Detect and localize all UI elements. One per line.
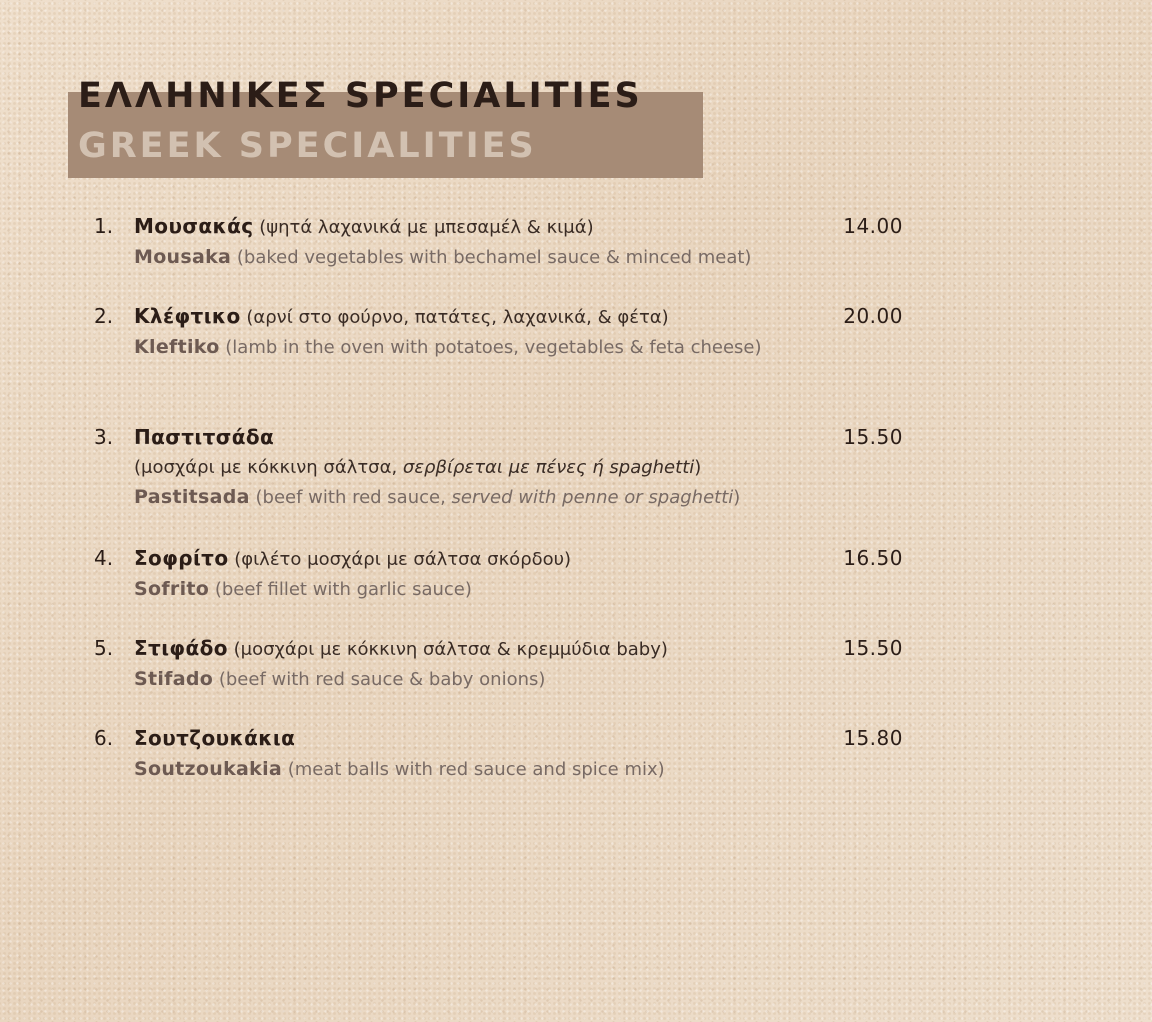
- item-body: [134, 633, 824, 694]
- item-greek-line: [134, 422, 824, 453]
- item-body: [134, 422, 824, 512]
- item-name-english: Pastitsada: [134, 486, 250, 508]
- item-desc-greek-close: ): [694, 457, 702, 478]
- item-english-line: [134, 575, 824, 604]
- item-name-english: Kleftiko: [134, 336, 220, 358]
- item-name-english: Stifado: [134, 668, 214, 690]
- item-desc-english-plain: (beef with red sauce,: [249, 487, 452, 508]
- item-price: 15.50: [843, 425, 903, 449]
- title-english: GREEK SPECIALITIES: [78, 126, 537, 166]
- item-price: 15.80: [843, 726, 903, 750]
- item-greek-line: [134, 723, 824, 755]
- item-english-line: [134, 243, 824, 272]
- item-greek-line: [134, 211, 824, 243]
- item-desc-english: (beef fillet with garlic sauce): [209, 579, 472, 600]
- item-number: 2.: [94, 304, 114, 328]
- item-desc-greek: (φιλέτο μοσχάρι με σάλτσα σκόρδου): [228, 549, 572, 570]
- item-price: 20.00: [843, 304, 903, 328]
- item-desc-greek: (μοσχάρι με κόκκινη σάλτσα & κρεμμύδια baby): [227, 639, 668, 660]
- title-greek: ΕΛΛΗΝΙΚΕΣ SPECIALITIES: [78, 76, 643, 116]
- item-desc-greek: [134, 453, 824, 483]
- item-english-line: [134, 483, 824, 512]
- item-greek-line: [134, 543, 824, 575]
- item-desc-greek: (αρνί στο φούρνο, πατάτες, λαχανικά, & φέτα): [240, 307, 669, 328]
- item-number: 5.: [94, 636, 114, 660]
- item-body: [134, 723, 824, 784]
- item-desc-english-italic: served with penne or spaghetti: [451, 487, 734, 508]
- item-name-english: Soutzoukakia: [134, 758, 283, 780]
- item-name-greek: Κλέφτικο: [134, 304, 241, 328]
- item-desc-greek: (ψητά λαχανικά με μπεσαμέλ & κιμά): [253, 217, 594, 238]
- item-price: 14.00: [843, 214, 903, 238]
- item-greek-line: [134, 301, 824, 333]
- item-english-line: [134, 755, 824, 784]
- item-name-english: Mousaka: [134, 246, 232, 268]
- item-name-greek: Μουσακάς: [134, 214, 254, 238]
- item-desc-english: (baked vegetables with bechamel sauce & minced meat): [231, 247, 752, 268]
- item-desc-greek-plain: (μοσχάρι με κόκκινη σάλτσα,: [134, 457, 403, 478]
- item-english-line: [134, 333, 774, 362]
- item-body: [134, 301, 824, 362]
- item-desc-greek-italic: σερβίρεται με πένες ή spaghetti: [402, 457, 695, 478]
- item-name-greek: Παστιτσάδα: [134, 425, 275, 449]
- item-number: 6.: [94, 726, 114, 750]
- item-desc-english: (beef with red sauce & baby onions): [213, 669, 546, 690]
- item-name-greek: Σουτζουκάκια: [134, 726, 296, 750]
- item-number: 4.: [94, 546, 114, 570]
- item-desc-english-close: ): [733, 487, 741, 508]
- item-desc-english: (meat balls with red sauce and spice mix): [282, 759, 665, 780]
- item-name-greek: Σοφρίτο: [134, 546, 229, 570]
- item-name-greek: Στιφάδο: [134, 636, 228, 660]
- item-price: 15.50: [843, 636, 903, 660]
- item-price: 16.50: [843, 546, 903, 570]
- item-name-english: Sofrito: [134, 578, 210, 600]
- item-desc-english: (lamb in the oven with potatoes, vegetables & feta cheese): [219, 337, 762, 358]
- item-english-line: [134, 665, 824, 694]
- item-body: [134, 211, 824, 272]
- item-greek-line: [134, 633, 824, 665]
- item-body: [134, 543, 824, 604]
- item-number: 3.: [94, 425, 114, 449]
- item-number: 1.: [94, 214, 114, 238]
